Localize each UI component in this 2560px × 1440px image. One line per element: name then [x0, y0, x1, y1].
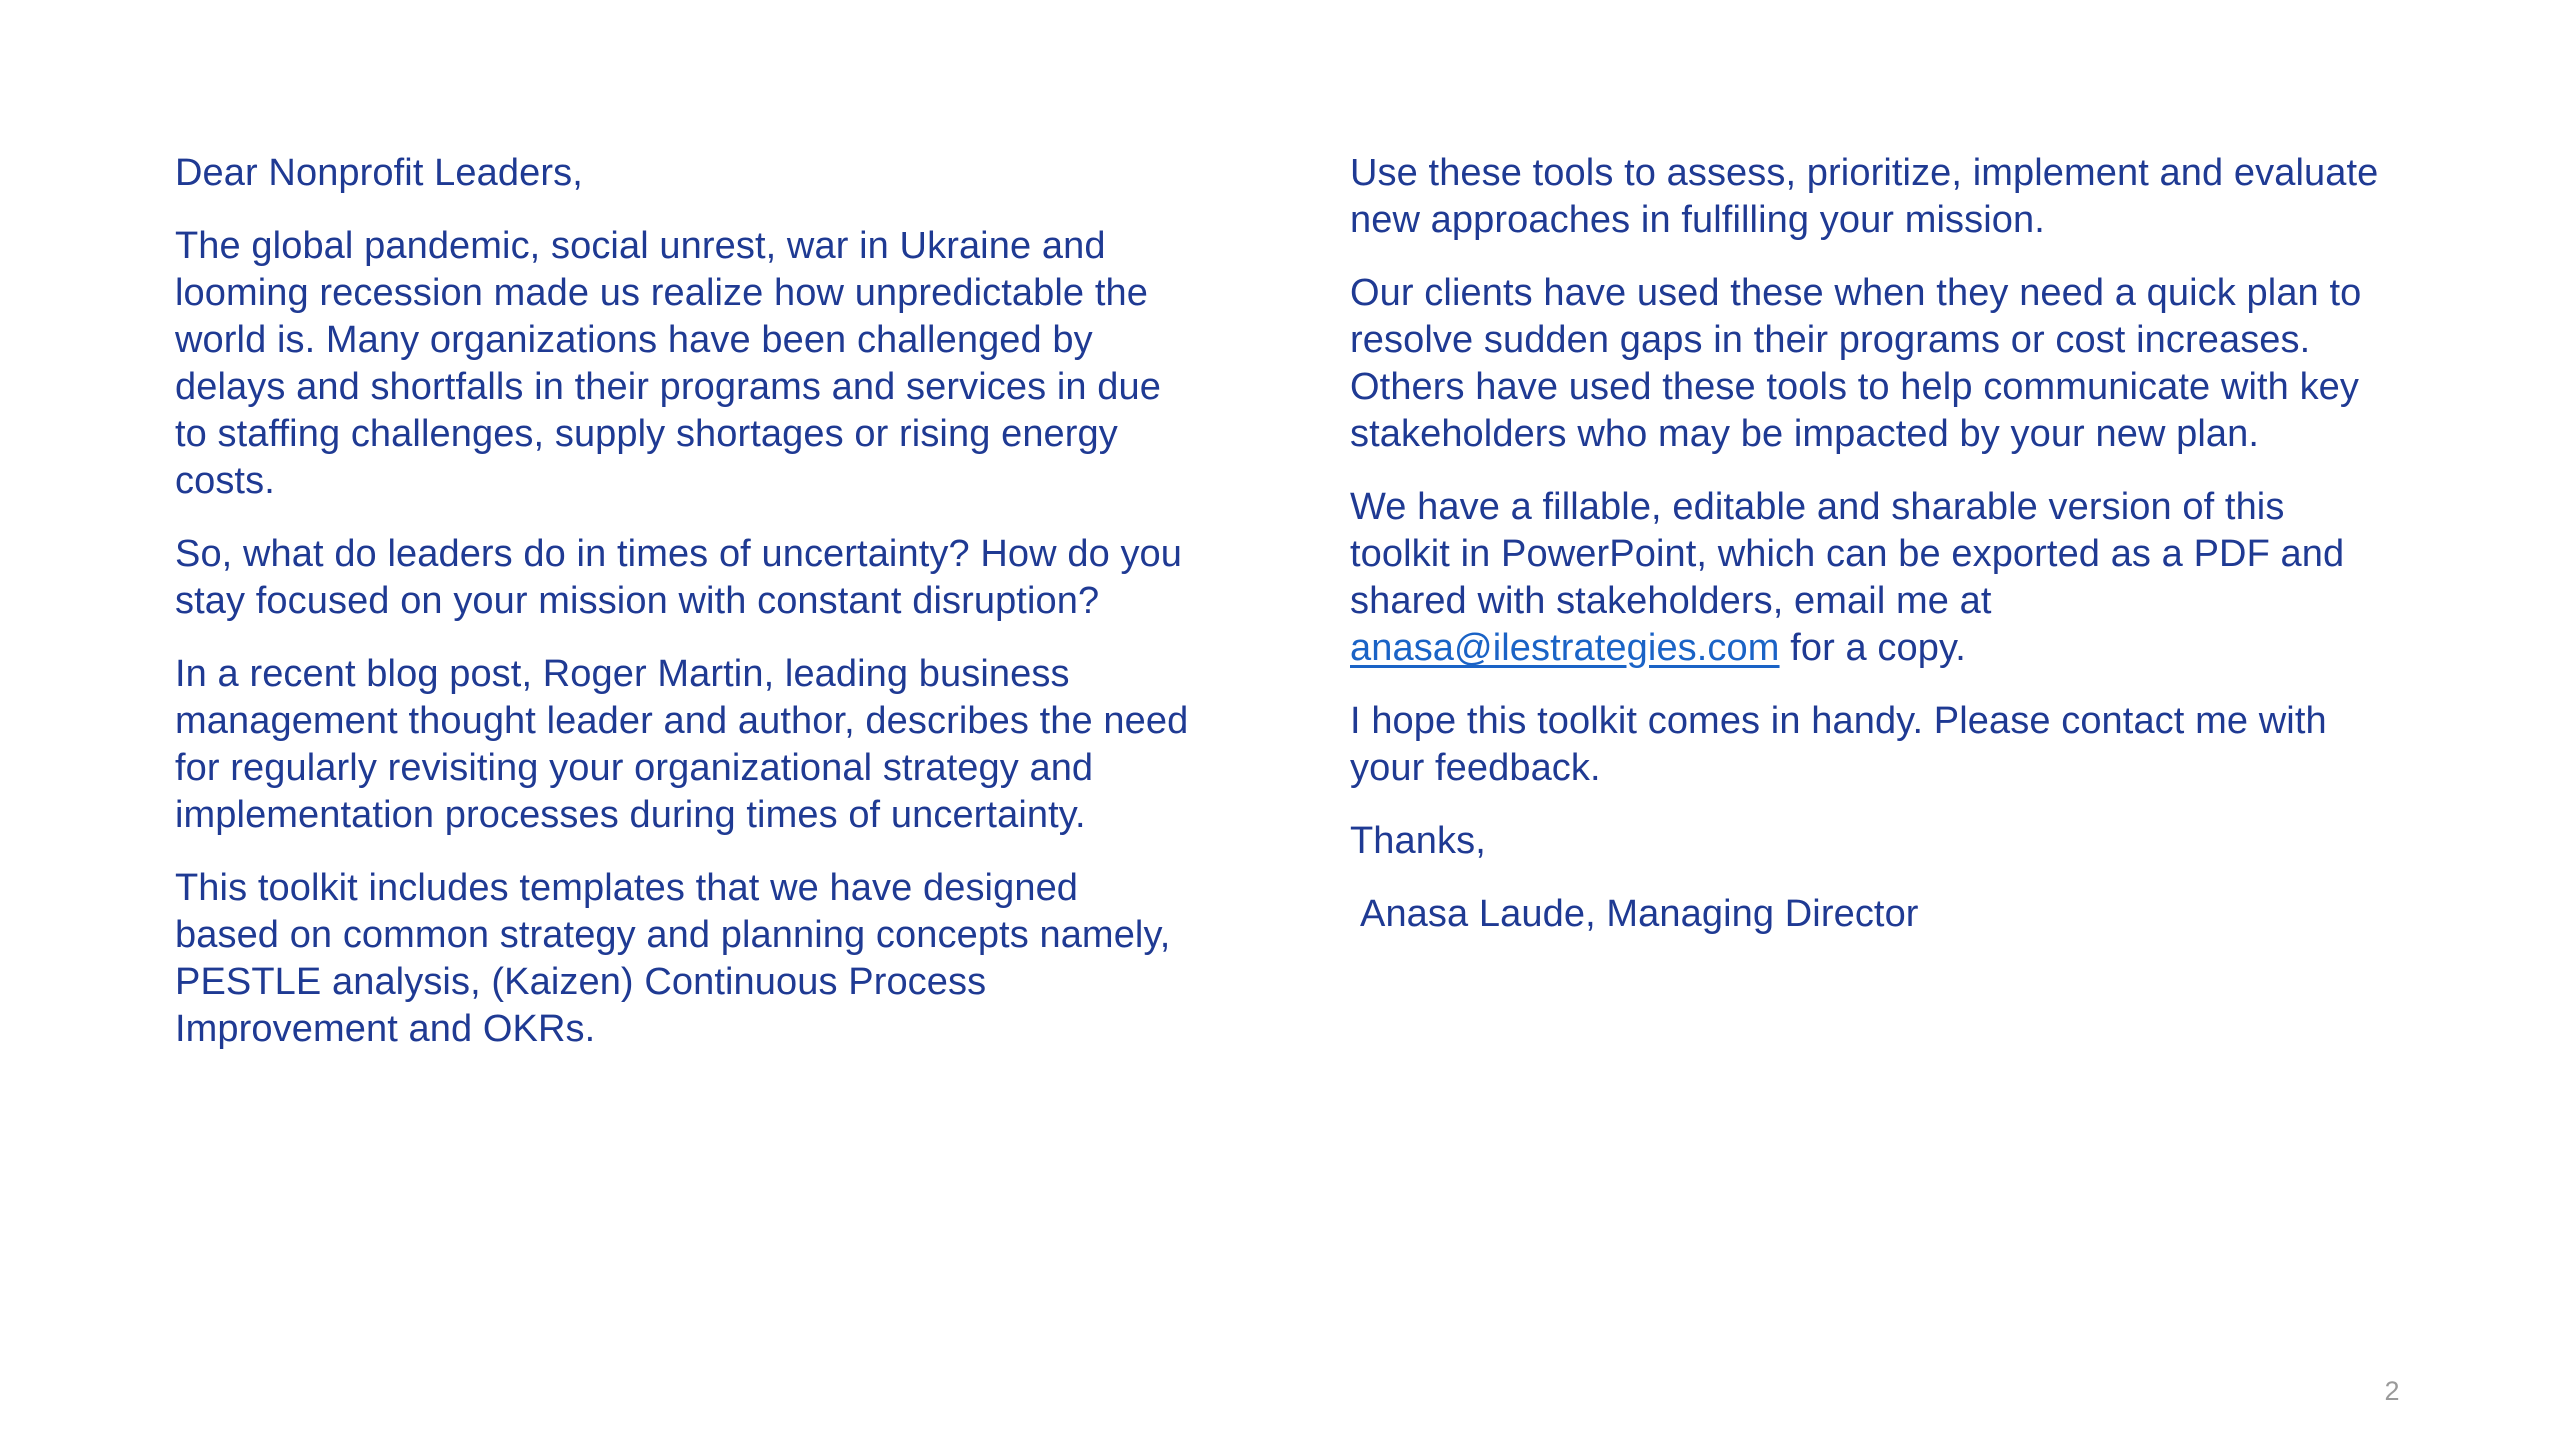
email-link[interactable]: anasa@ilestrategies.com: [1350, 627, 1780, 669]
letter-left-column: [175, 150, 1190, 1079]
closing: Thanks,: [1350, 820, 1486, 862]
page-number: 2: [2384, 1376, 2400, 1406]
paragraph-uncertainty-question: So, what do leaders do in times of uncertainty? How do you stay focused on your mission with constant disruption?: [175, 533, 1183, 622]
paragraph-use-tools: Use these tools to assess, prioritize, implement and evaluate new approaches in fulfilling your mission.: [1350, 152, 2379, 241]
letter-right-column: [1350, 150, 2390, 964]
paragraph-fillable-version: [1350, 484, 2390, 672]
paragraph-toolkit-templates: This toolkit includes templates that we have designed based on common strategy and planning concepts namely, PESTLE analysis, (Kaizen) Continuous Process Improvement and OKRs.: [175, 867, 1171, 1050]
paragraph-pandemic: The global pandemic, social unrest, war in Ukraine and looming recession made us realize how unpredictable the world is. Many organizations have been challenged by delays and shortfalls in their programs and services in due to staffing challenges, supply shortages or rising energy costs.: [175, 225, 1161, 502]
fillable-version-text: We have a fillable, editable and sharable version of this toolkit in PowerPoint, which can be exported as a PDF and shared with stakeholders, email me at: [1350, 486, 2345, 622]
paragraph-roger-martin: In a recent blog post, Roger Martin, leading business management thought leader and author, describes the need for regularly revisiting your organizational strategy and implementation processes during times of uncertainty.: [175, 653, 1189, 836]
paragraph-clients: Our clients have used these when they need a quick plan to resolve sudden gaps in their programs or cost increases. Others have used these tools to help communicate with key stakeholders who may be impacted by your new plan.: [1350, 272, 2362, 455]
paragraph-feedback: I hope this toolkit comes in handy. Please contact me with your feedback.: [1350, 700, 2327, 789]
salutation: Dear Nonprofit Leaders,: [175, 152, 583, 194]
signature: Anasa Laude, Managing Director: [1360, 893, 1919, 935]
fillable-version-suffix: for a copy.: [1790, 627, 1966, 669]
